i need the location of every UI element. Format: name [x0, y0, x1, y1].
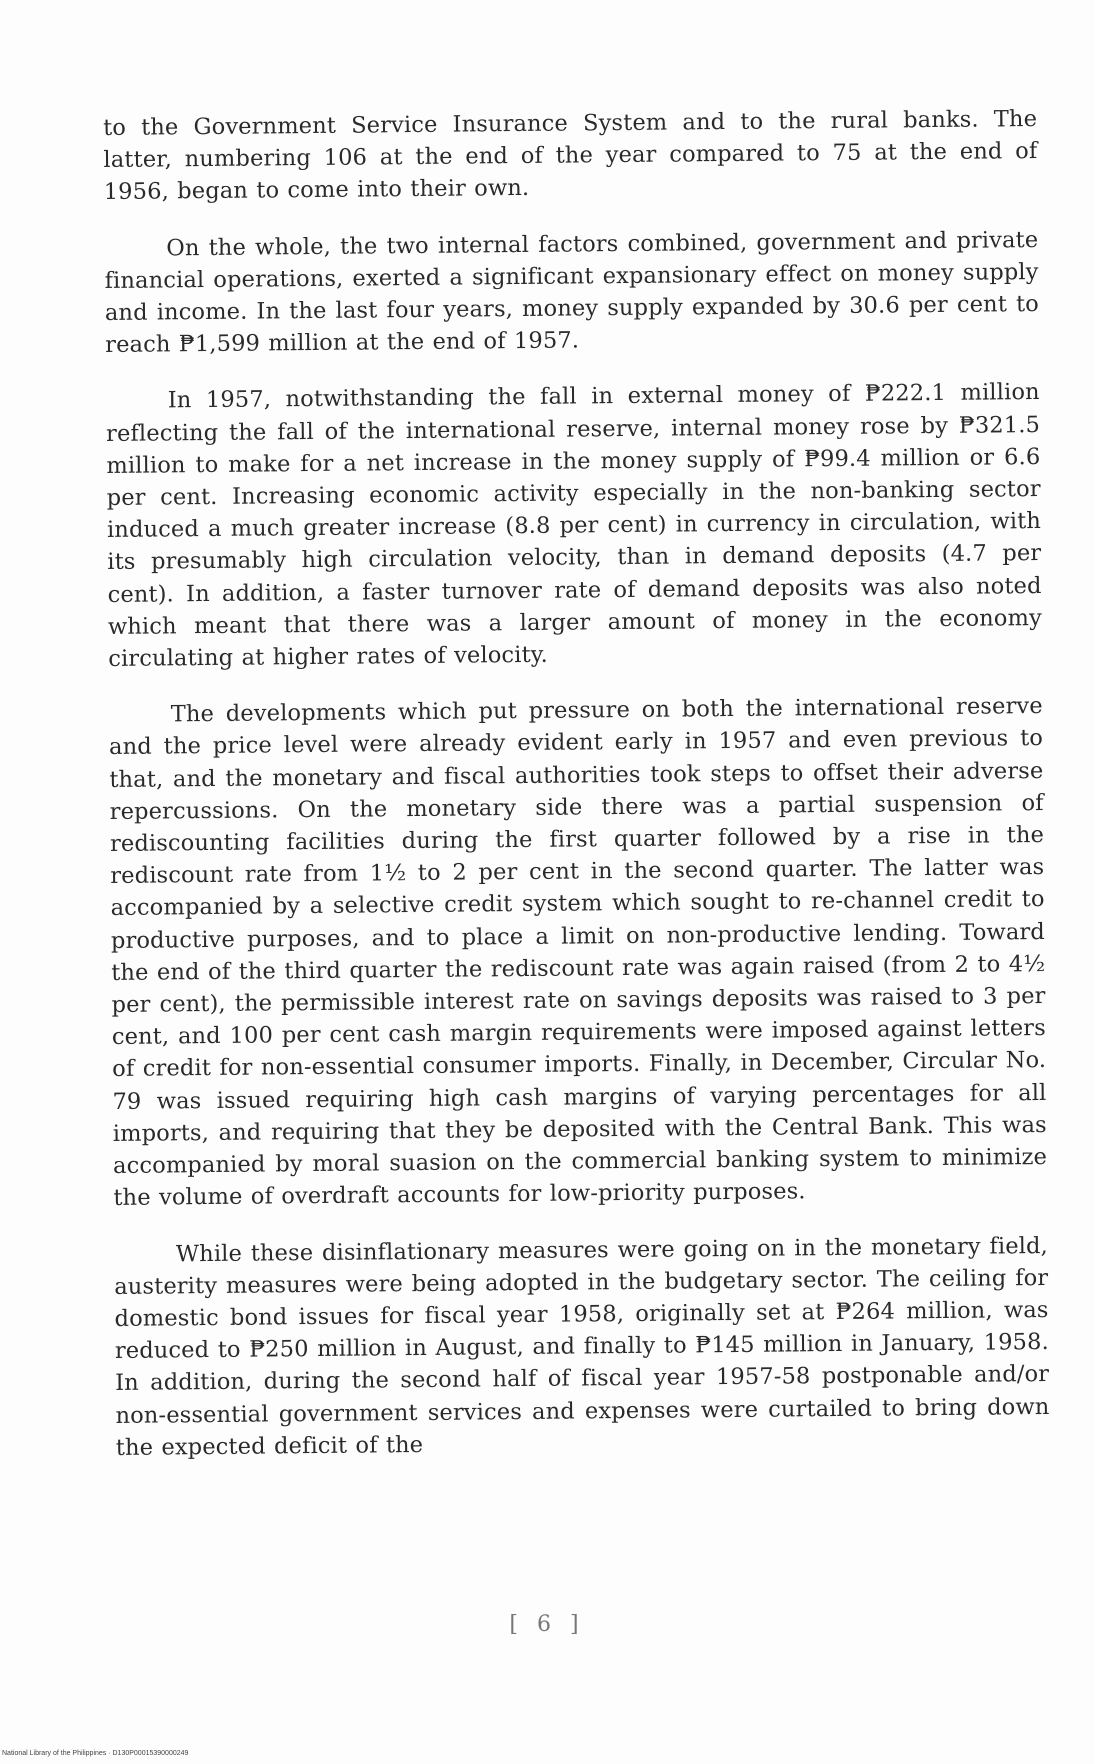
paragraph-3: In 1957, notwithstanding the fall in external money of ₱222.1 million reflecting the fall of the international reserve, internal money rose by ₱321.5 million to make for a net increase in the money supply of ₱99.4 million or 6.6 per cent. Increasing economic activity especially in the non-banking sector induced a much greater increase (8.8 per cent) in currency in circulation, with its presumably high circulation velocity, than in demand deposits (4.7 per cent). In addition, a faster turnover rate of demand deposits was also noted which meant that there was a larger amount of money in the economy circulating at higher rates of velocity. [105, 379, 1043, 673]
page-number: [ 6 ] [509, 1612, 585, 1637]
footer-credit: National Library of the Philippines · D130P00015390000249 [2, 1750, 189, 1757]
paragraph-2: On the whole, the two internal factors combined, government and private financial operations, exerted a significant expansionary effect on money supply and income. In the last four years, money supply expanded by 30.6 per cent to reach ₱1,599 million at the end of 1957. [104, 226, 1040, 359]
paragraph-5: While these disinflationary measures were going on in the monetary field, austerity measures were being adopted in the budgetary sector. The ceiling for domestic bond issues for fiscal year 1958, originally set at ₱264 million, was reduced to ₱250 million in August, and finally to ₱145 million in January, 1958. In addition, during the second half of fiscal year 1957-58 postponable and/or non-essential government services and expenses were curtailed to bring down the expected deficit of the [114, 1232, 1050, 1461]
paragraph-1: to the Government Service Insurance System and to the rural banks. The latter, numbering 106 at the end of the year compared to 75 at the end of 1956, began to come into their own. [103, 106, 1038, 206]
body-text [103, 103, 1050, 1488]
paragraph-4: The developments which put pressure on both the international reserve and the price level were already evident early in 1957 and even previous to that, and the monetary and fiscal authorities took steps to offset their adverse repercussions. On the monetary side there was a partial suspension of rediscounting facilities during the first quarter followed by a rise in the rediscount rate from 1½ to 2 per cent in the second quarter. The latter was accompanied by a selective credit system which sought to re-channel credit to productive purposes, and to place a limit on non-productive lending. Toward the end of the third quarter the rediscount rate was again raised (from 2 to 4½ per cent), the permissible interest rate on savings deposits was raised to 3 per cent, and 100 per cent cash margin requirements were imposed against letters of credit for non-essential consumer imports. Finally, in December, Circular No. 79 was issued requiring high cash margins of varying percentages for all imports, and requiring that they be deposited with the Central Bank. This was accompanied by moral suasion on the commercial banking system to minimize the volume of overdraft accounts for low-priority purposes. [108, 693, 1048, 1212]
